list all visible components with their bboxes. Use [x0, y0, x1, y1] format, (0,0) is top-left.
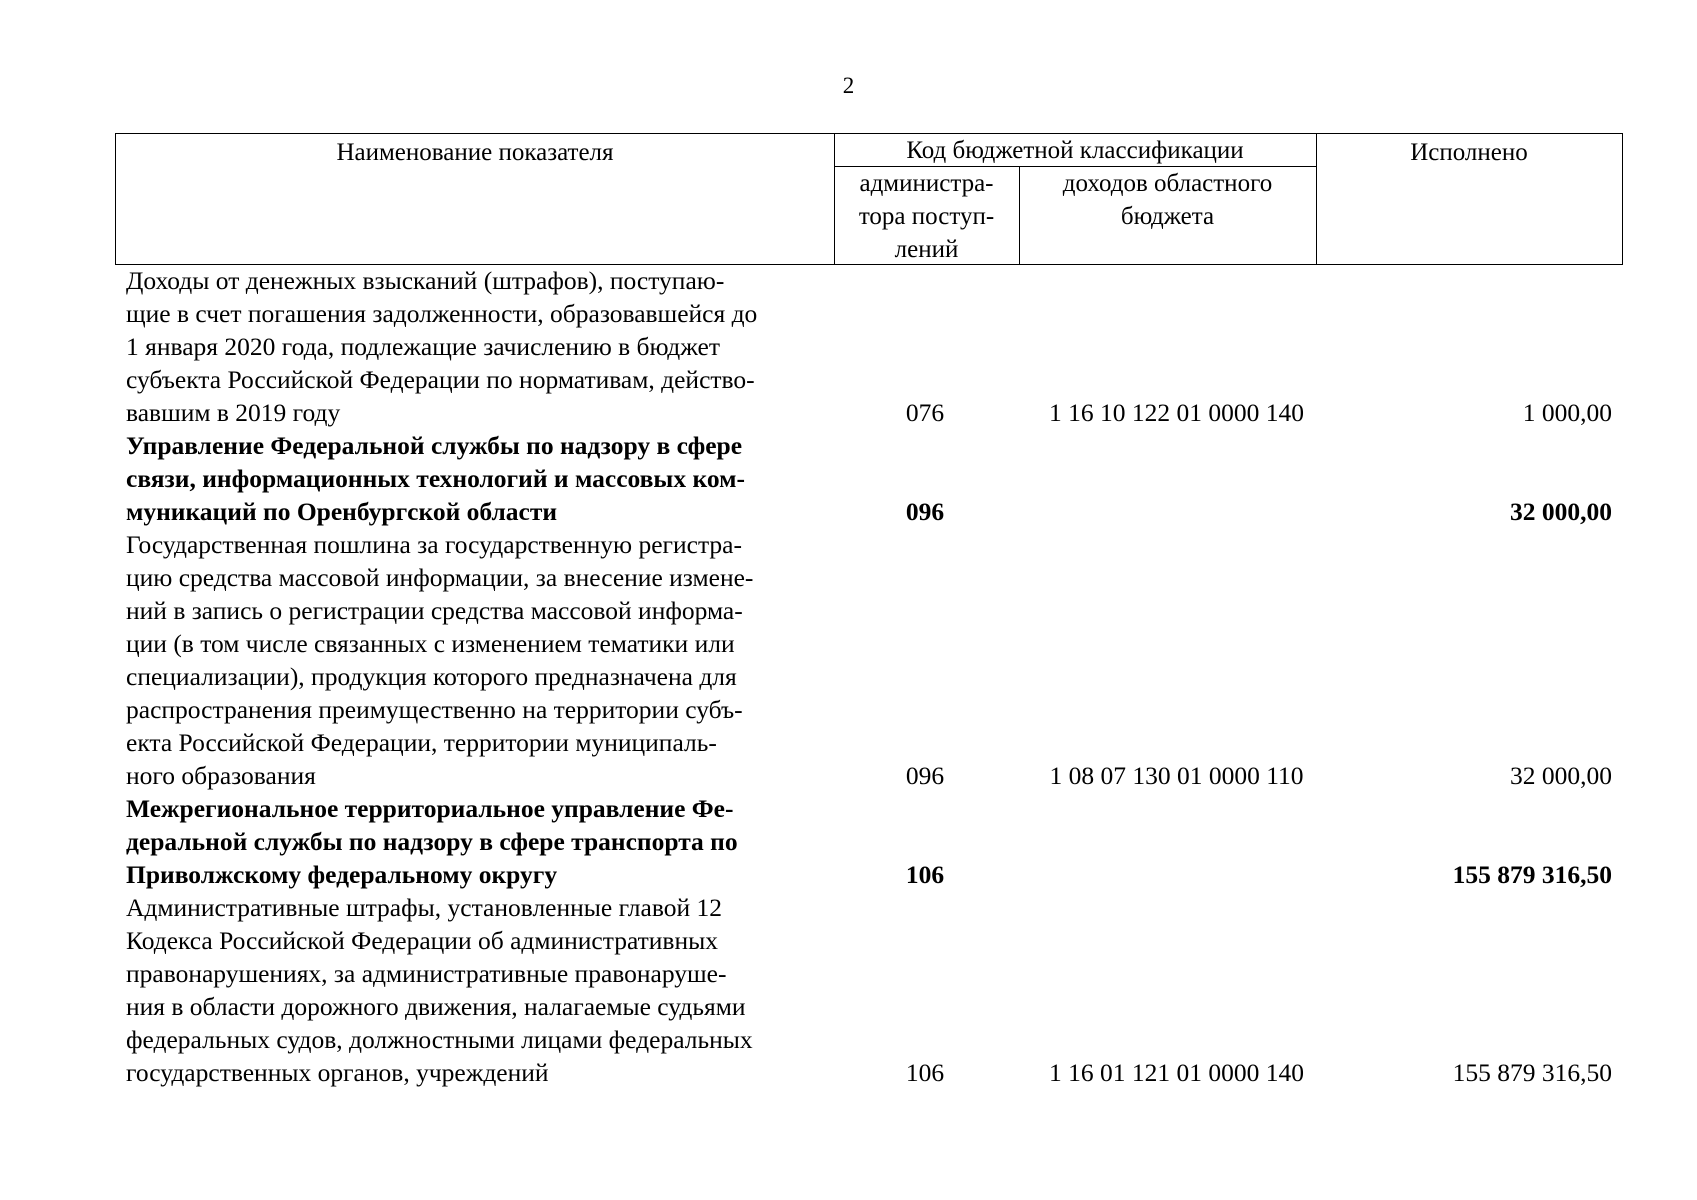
- column-header-admin-line: лений: [894, 236, 959, 263]
- column-header-admin: [834, 167, 1019, 266]
- table-row-group: [0, 429, 1697, 528]
- description-line: федеральных судов, должностными лицами федеральных: [126, 1025, 753, 1054]
- description-line: деральной службы по надзору в сфере транспорта по: [126, 827, 738, 856]
- description-line: щие в счет погашения задолженности, образовавшейся до: [126, 299, 758, 328]
- description-line: екта Российской Федерации, территории муниципаль-: [126, 728, 717, 757]
- admin-code: 106: [905, 1058, 945, 1087]
- description-line: ний в запись о регистрации средства массовой информа-: [126, 596, 743, 625]
- description-line: Государственная пошлина за государственную регистра-: [126, 530, 742, 559]
- amount: 32 000,00: [1510, 497, 1612, 526]
- column-header-revenue-line: доходов областного: [1062, 170, 1273, 197]
- table-header: [115, 133, 1623, 265]
- description-line: государственных органов, учреждений: [126, 1058, 549, 1087]
- description-line: субъекта Российской Федерации по нормативам, действо-: [126, 365, 755, 394]
- budget-code: 1 16 10 122 01 0000 140: [1049, 398, 1304, 427]
- column-header-executed: Исполнено: [1410, 139, 1528, 166]
- description-line: Административные штрафы, установленные главой 12: [126, 893, 722, 922]
- table-body: [0, 264, 1697, 1089]
- column-header-admin-line: тора поступ-: [858, 203, 995, 230]
- amount: 155 879 316,50: [1452, 1058, 1612, 1087]
- column-header-admin-line: администра-: [859, 170, 994, 197]
- column-header-revenue: [1019, 167, 1316, 233]
- admin-code: 106: [905, 860, 945, 889]
- description-line: муникаций по Оренбургской области: [126, 497, 558, 526]
- budget-code: 1 16 01 121 01 0000 140: [1049, 1058, 1304, 1087]
- row-description: [126, 528, 822, 792]
- page-number: 2: [842, 73, 855, 98]
- description-line: ния в области дорожного движения, налагаемые судьями: [126, 992, 746, 1021]
- row-description: [126, 264, 822, 429]
- budget-code: 1 08 07 130 01 0000 110: [1049, 761, 1304, 790]
- description-line: Кодекса Российской Федерации об административных: [126, 926, 718, 955]
- admin-code: 096: [905, 497, 945, 526]
- column-header-revenue-line: бюджета: [1120, 203, 1215, 230]
- amount: 32 000,00: [1510, 761, 1612, 790]
- description-line: связи, информационных технологий и массовых ком-: [126, 464, 745, 493]
- row-description: [126, 429, 822, 528]
- description-line: правонарушениях, за административные правонаруше-: [126, 959, 727, 988]
- table-row: [0, 264, 1697, 429]
- admin-code: 076: [905, 398, 945, 427]
- amount: 155 879 316,50: [1452, 860, 1612, 889]
- description-line: цию средства массовой информации, за внесение измене-: [126, 563, 754, 592]
- column-group-kbk: Код бюджетной классификации: [906, 137, 1244, 164]
- description-line: Приволжскому федеральному округу: [126, 860, 558, 889]
- table-row: [0, 891, 1697, 1089]
- description-line: Межрегиональное территориальное управление Фе-: [126, 794, 734, 823]
- amount: 1 000,00: [1522, 398, 1612, 427]
- row-description: [126, 792, 822, 891]
- description-line: Доходы от денежных взысканий (штрафов), поступаю-: [126, 266, 725, 295]
- description-line: ного образования: [126, 761, 316, 790]
- admin-code: 096: [905, 761, 945, 790]
- description-line: специализации), продукция которого предназначена для: [126, 662, 737, 691]
- description-line: 1 января 2020 года, подлежащие зачислению в бюджет: [126, 332, 721, 361]
- table-row: [0, 528, 1697, 792]
- description-line: ции (в том числе связанных с изменением тематики или: [126, 629, 735, 658]
- description-line: вавшим в 2019 году: [126, 398, 341, 427]
- column-header-name: Наименование показателя: [336, 139, 614, 166]
- description-line: Управление Федеральной службы по надзору в сфере: [126, 431, 743, 460]
- row-description: [126, 891, 822, 1089]
- table-row-group: [0, 792, 1697, 891]
- description-line: распространения преимущественно на территории субъ-: [126, 695, 743, 724]
